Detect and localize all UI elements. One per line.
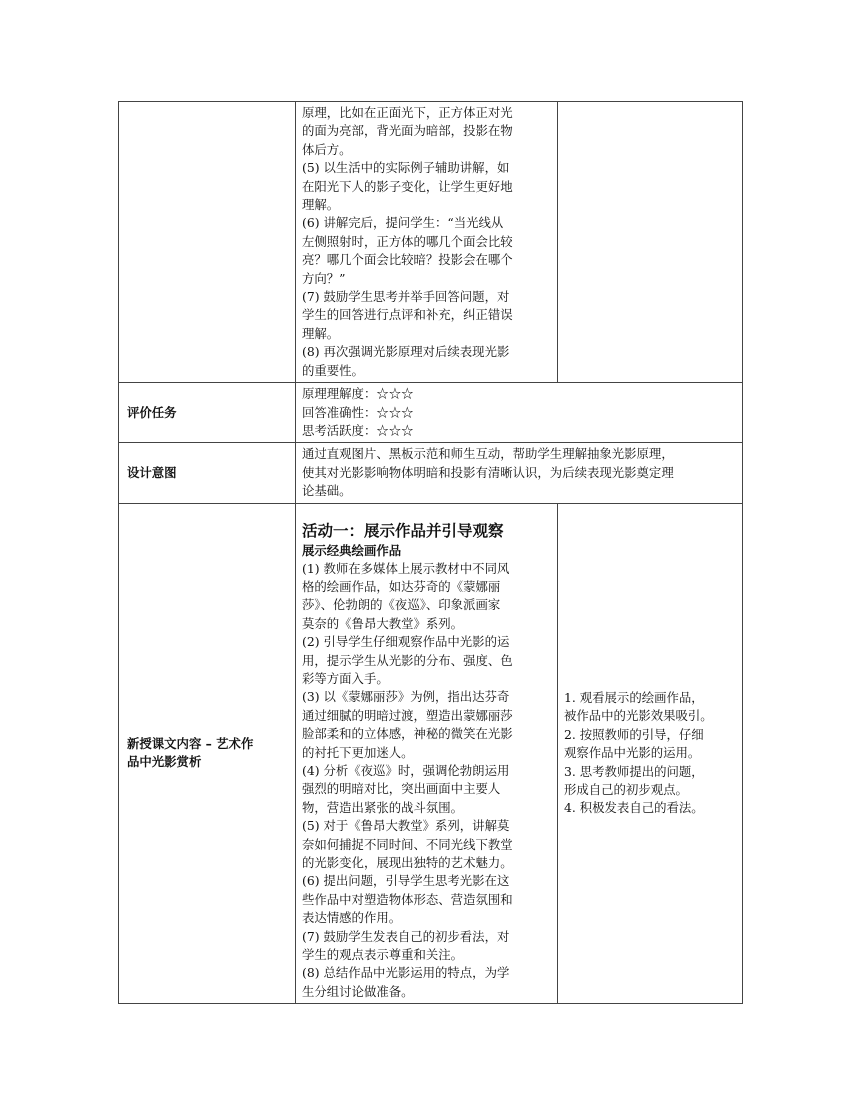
text-line: 的光影变化，展现出独特的艺术魅力。	[302, 855, 513, 871]
text-line: 被作品中的光影效果吸引。	[564, 708, 713, 724]
evaluation-item: 回答准确性：☆☆☆	[302, 404, 414, 420]
text-line: 在阳光下人的影子变化，让学生更好地	[302, 178, 513, 194]
design-intent-cell	[296, 443, 743, 503]
text-line: 莫奈的《鲁昂大教堂》系列。	[302, 615, 464, 631]
text-line: 形成自己的初步观点。	[564, 782, 688, 798]
text-line: 左侧照射时，正方体的哪几个面会比较	[302, 233, 513, 249]
text-line: 2. 按照教师的引导，仔细	[564, 726, 704, 742]
student-activity-cell	[558, 102, 743, 383]
text-line: 通过细腻的明暗过渡，塑造出蒙娜丽莎	[302, 707, 513, 723]
new-lesson-label	[119, 503, 296, 1004]
text-line: (6) 提出问题，引导学生思考光影在这	[302, 873, 510, 889]
text-line: 强烈的明暗对比，突出画面中主要人	[302, 781, 501, 797]
text-line: 彩等方面入手。	[302, 670, 389, 686]
text-line: 3. 思考教师提出的问题，	[564, 763, 704, 779]
text-line: 理解。	[302, 325, 340, 341]
table-row-evaluation	[119, 383, 743, 443]
text-line: 学生的回答进行点评和补充，纠正错误	[302, 307, 513, 323]
text-line: (8) 总结作品中光影运用的特点，为学	[302, 965, 510, 981]
text-line: 学生的观点表示尊重和关注。	[302, 947, 464, 963]
text-line: 方向？”	[302, 270, 346, 286]
label-line: 新授课文内容 – 艺术作	[127, 736, 254, 751]
table-row-new-lesson	[119, 503, 743, 1004]
text-line: 莎》、伦勃朗的《夜巡》、印象派画家	[302, 597, 501, 613]
text-line: 些作品中对塑造物体形态、营造氛围和	[302, 891, 513, 907]
text-line: (8) 再次强调光影原理对后续表现光影	[302, 344, 510, 360]
activity-title: 活动一：展示作品并引导观察	[302, 521, 504, 540]
text-line: (6) 讲解完后，提问学生：“当光线从	[302, 215, 504, 231]
text-line: (5) 对于《鲁昂大教堂》系列，讲解莫	[302, 818, 510, 834]
teacher-activity-cell	[296, 102, 558, 383]
table-row-continued-teacher-steps	[119, 102, 743, 383]
lesson-plan-table	[118, 101, 743, 1004]
text-line: 体后方。	[302, 141, 352, 157]
text-line: 使其对光影影响物体明暗和投影有清晰认识，为后续表现光影奠定理	[302, 464, 674, 480]
text-line: (7) 鼓励学生发表自己的初步看法，对	[302, 928, 510, 944]
empty-label-cell	[119, 102, 296, 383]
evaluation-item: 原理理解度：☆☆☆	[302, 386, 414, 402]
text-line: 理解。	[302, 197, 340, 213]
text-line: 格的绘画作品，如达芬奇的《蒙娜丽	[302, 578, 501, 594]
text-line: 用，提示学生从光影的分布、强度、色	[302, 652, 513, 668]
text-line: 4. 积极发表自己的看法。	[564, 800, 704, 816]
text-line: 表达情感的作用。	[302, 910, 402, 926]
design-intent-label: 设计意图	[119, 443, 296, 503]
activity-subtitle: 展示经典绘画作品	[302, 542, 402, 558]
text-line: 观察作品中光影的运用。	[564, 745, 701, 761]
text-line: 生分组讨论做准备。	[302, 983, 414, 999]
text-line: (5) 以生活中的实际例子辅助讲解，如	[302, 160, 510, 176]
text-line: 通过直观图片、黑板示范和师生互动，帮助学生理解抽象光影原理，	[302, 446, 674, 462]
text-line: 原理，比如在正面光下，正方体正对光	[302, 105, 513, 120]
text-line: 的面为亮部，背光面为暗部，投影在物	[302, 123, 513, 139]
evaluation-items-cell	[296, 383, 743, 443]
evaluation-item: 思考活跃度：☆☆☆	[302, 422, 414, 438]
table-row-design-intent	[119, 443, 743, 503]
text-line: (2) 引导学生仔细观察作品中光影的运	[302, 634, 510, 650]
evaluation-label: 评价任务	[119, 383, 296, 443]
text-line: 的重要性。	[302, 362, 364, 378]
text-line: (7) 鼓励学生思考并举手回答问题，对	[302, 289, 510, 305]
label-line: 品中光影赏析	[127, 754, 202, 770]
text-line: 奈如何捕捉不同时间、不同光线下教堂	[302, 836, 513, 852]
teacher-activity-cell	[296, 503, 558, 1004]
text-line: 物，营造出紧张的战斗氛围。	[302, 799, 464, 815]
text-line: 1. 观看展示的绘画作品，	[564, 689, 704, 705]
text-line: 脸部柔和的立体感，神秘的微笑在光影	[302, 726, 513, 742]
student-activity-cell	[558, 503, 743, 1004]
text-line: (4) 分析《夜巡》时，强调伦勃朗运用	[302, 763, 510, 778]
text-line: 亮？哪几个面会比较暗？投影会在哪个	[302, 252, 513, 268]
text-line: (3) 以《蒙娜丽莎》为例，指出达芬奇	[302, 689, 510, 705]
text-line: 的衬托下更加迷人。	[302, 744, 414, 760]
text-line: 论基础。	[302, 483, 352, 499]
text-line: (1) 教师在多媒体上展示教材中不同风	[302, 560, 510, 576]
